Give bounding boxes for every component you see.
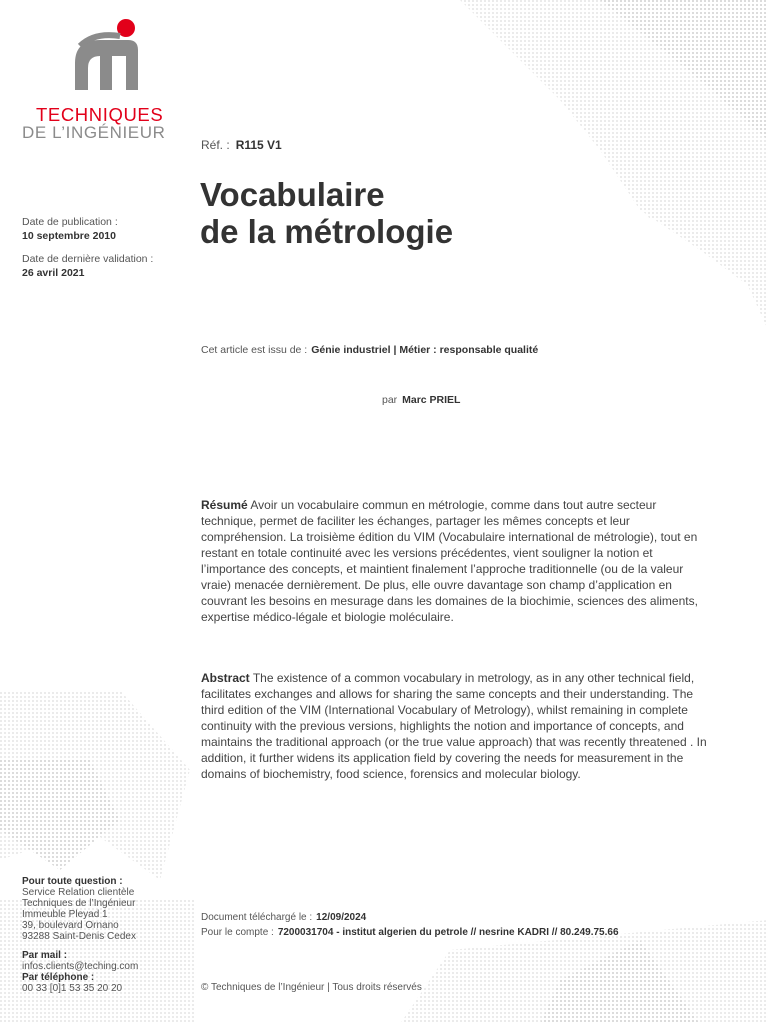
reference [201, 138, 282, 152]
reference-label: Réf. : [201, 138, 230, 152]
abstract-text: The existence of a common vocabulary in metrology, as in any other technical field, facilitates exchanges and allows for sharing the same concepts and their understanding. The third edition of the VIM (International Vocabulary of Metrology), whilst remaining in complete continuity with the previous versions, highlights the notion and importance of concepts, and maintains the traditional approach (or the true value approach) that was recently threatened . In addition, it further widens its application field by covering the needs for measurement in the domains of biochemistry, food science, forensics and molecular biology. [201, 671, 707, 781]
publication-date-label: Date de publication : [22, 216, 118, 228]
logo-brand-line2: DE L’INGÉNIEUR [22, 123, 166, 142]
download-account-value: 7200031704 - institut algerien du petrole // nesrine KADRI // 80.249.75.66 [277, 927, 619, 938]
contact-phone: 00 33 [0]1 53 35 20 20 [22, 983, 123, 994]
resume-paragraph [201, 497, 711, 625]
address-line: Service Relation clientèle [22, 887, 135, 898]
download-date-value: 12/09/2024 [316, 912, 367, 923]
address-line: 93288 Saint-Denis Cedex [22, 931, 136, 942]
abstract-paragraph [201, 670, 711, 782]
contact-mail-link[interactable]: infos.clients@teching.com [22, 961, 139, 972]
download-date-label: Document téléchargé le : [201, 912, 313, 923]
contact-phone-heading: Par téléphone : [22, 972, 95, 983]
validation-date: 26 avril 2021 [22, 267, 85, 279]
document-title [200, 176, 453, 250]
reference-value: R115 V1 [235, 138, 282, 152]
contact-question-heading: Pour toute question : [22, 876, 123, 887]
download-info [201, 910, 619, 940]
address-line: Immeuble Pleyad 1 [22, 909, 108, 920]
publication-info [22, 215, 192, 280]
author-prefix: par [382, 394, 398, 406]
source-label: Cet article est issu de : [201, 344, 308, 356]
logo [20, 18, 195, 148]
author-name: Marc PRIEL [402, 394, 461, 406]
address-line: Techniques de l’Ingénieur [22, 898, 136, 909]
author [382, 394, 460, 406]
publication-date: 10 septembre 2010 [22, 230, 116, 242]
resume-text: Avoir un vocabulaire commun en métrologie, comme dans tout autre secteur technique, permet de faciliter les échanges, partager les mêmes concepts et leur compréhension. La troisième édition du VIM (Vocabulaire international de métrologie), tout en restant en totale continuité avec les versions précédentes, vient souligner la notion et l’importance des concepts, et maintient finalement l’approche traditionnelle (ou de la valeur vraie) menacée dernièrement. De plus, elle ouvre davantage son champ d’application en couvrant les besoins en mesurage dans les domaines de la biochimie, sciences des aliments, expertise médico-légale et biologie moléculaire. [201, 498, 698, 624]
abstract-keyword: Abstract [201, 671, 250, 685]
address-line: 39, boulevard Ornano [22, 920, 119, 931]
logo-mark-icon [20, 18, 195, 108]
download-account-label: Pour le compte : [201, 927, 274, 938]
title-line2: de la métrologie [200, 213, 454, 250]
article-source [201, 344, 538, 356]
resume-keyword: Résumé [201, 498, 248, 512]
validation-date-label: Date de dernière validation : [22, 253, 154, 265]
contact-info [22, 876, 197, 994]
logo-brand-line1: TECHNIQUES [36, 104, 164, 125]
title-line1: Vocabulaire [200, 176, 385, 213]
source-value: Génie industriel | Métier : responsable qualité [311, 344, 539, 356]
copyright: © Techniques de l’Ingénieur | Tous droits réservés [201, 982, 422, 993]
contact-mail-heading: Par mail : [22, 950, 68, 961]
